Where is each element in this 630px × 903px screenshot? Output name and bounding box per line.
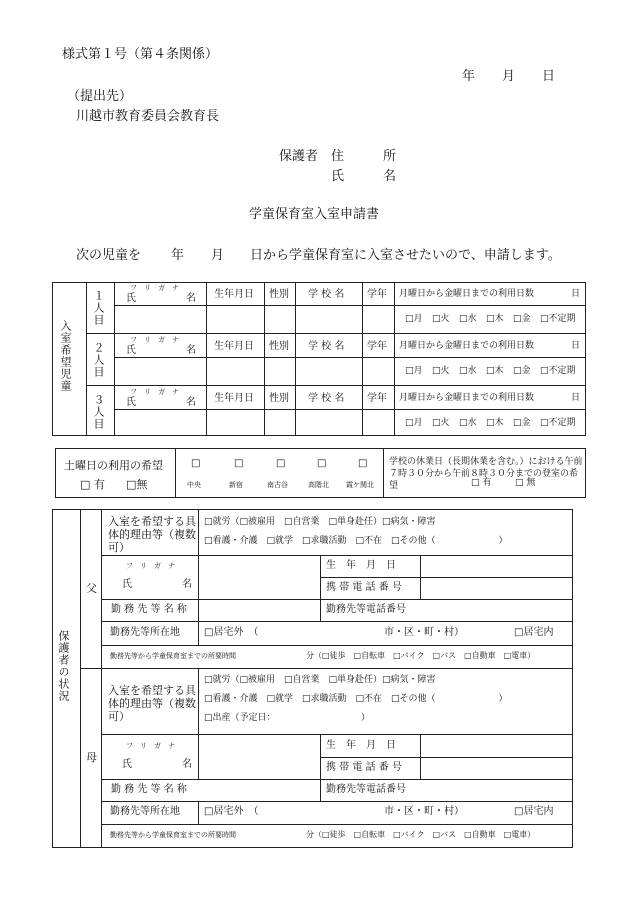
child-2-day-thu[interactable]: □木 xyxy=(486,366,504,376)
child-furigana-label: フ リ ガ ナ xyxy=(130,284,179,292)
page-title: 学童保育室入室申請書 xyxy=(249,207,380,222)
area-label-kasumigasekikita: 霞ケ関北 xyxy=(346,481,374,489)
mother-time-label: 勤務先等から学童保育室までの所要時間 xyxy=(110,831,236,839)
child-grade-label: 学年 xyxy=(367,289,387,300)
child-school-label: 学 校 名 xyxy=(308,289,345,300)
saturday-yes-checkbox[interactable]: □ 有 xyxy=(80,478,105,491)
child-days-unit: 日 xyxy=(571,393,581,403)
child-2-day-irregular[interactable]: □不定期 xyxy=(540,366,576,376)
guardian-label: 保護者 xyxy=(279,149,319,164)
child-sex-label: 性別 xyxy=(269,289,289,300)
holiday-no-checkbox[interactable]: □ 無 xyxy=(515,478,536,488)
mother-reason-options-2[interactable]: □看護・介護 □就学 □求職活動 □不在 □その他（ ） xyxy=(204,694,508,704)
mother-work-address-label: 勤務先等所在地 xyxy=(110,806,180,817)
child-weekday-label: 月曜日から金曜日までの利用日数 xyxy=(399,341,535,351)
child-3-day-tue[interactable]: □火 xyxy=(432,418,450,428)
child-2-day-fri[interactable]: □金 xyxy=(513,366,531,376)
date-year-label: 年 xyxy=(462,69,476,84)
intro-month: 月 xyxy=(211,248,225,263)
area-checkbox-takashinakita[interactable]: □ xyxy=(317,458,327,469)
child-1-day-tue[interactable]: □火 xyxy=(432,314,450,324)
child-3-day-fri[interactable]: □金 xyxy=(513,418,531,428)
child-grade-label: 学年 xyxy=(367,393,387,404)
child-3-day-wed[interactable]: □水 xyxy=(459,418,477,428)
saturday-no-checkbox[interactable]: □無 xyxy=(126,478,148,491)
father-reason-label: 入室を希望する具体的理由等（複数可） xyxy=(108,515,196,554)
intro-year: 年 xyxy=(171,248,185,263)
child-name-label: 氏 名 xyxy=(126,345,196,356)
mother-mobile-label: 携 帯 電 話 番 号 xyxy=(326,762,402,773)
holiday-morning-text: 学校の休業日（長期休業を含む。）における午前７時３０分から午前８時３０分までの登室の希望 xyxy=(389,457,583,491)
area-checkbox-shinjuku[interactable]: □ xyxy=(234,458,244,469)
mother-reason-options-1[interactable]: □就労（□被雇用 □自営業 □単身赴任）□病気・障害 xyxy=(204,675,436,685)
father-reason-options-2[interactable]: □看護・介護 □就学 □求職活動 □不在 □その他（ ） xyxy=(204,536,508,546)
child-2-day-tue[interactable]: □火 xyxy=(432,366,450,376)
submit-to-label: （提出先） xyxy=(67,89,133,104)
child-weekday-label: 月曜日から金曜日までの利用日数 xyxy=(399,289,535,299)
father-name-label: 氏 名 xyxy=(122,579,192,590)
child-3-day-irregular[interactable]: □不定期 xyxy=(540,418,576,428)
child-school-label: 学 校 名 xyxy=(308,393,345,404)
father-mobile-label: 携 帯 電 話 番 号 xyxy=(326,582,402,593)
mother-reason-label: 入室を希望する具体的理由等（複数可） xyxy=(108,684,196,723)
children-side-label: 入室希望児童 xyxy=(59,320,72,392)
child-birth-label: 生年月日 xyxy=(214,341,254,352)
mother-city-label: 市・区・町・村） xyxy=(384,806,464,817)
father-time-options[interactable]: 分（□徒歩 □自転車 □バイク □バス □自動車 □電車） xyxy=(306,651,536,660)
father-outside-home-checkbox[interactable]: □居宅外 （ xyxy=(204,627,259,638)
mother-time-options[interactable]: 分（□徒歩 □自転車 □バイク □バス □自動車 □電車） xyxy=(306,830,536,839)
mother-label: 母 xyxy=(86,751,97,764)
mother-name-label: 氏 名 xyxy=(122,759,192,770)
mother-work-phone-label: 勤務先等電話番号 xyxy=(326,784,406,795)
father-furigana-label: フ リ ガ ナ xyxy=(126,562,175,570)
mother-work-name-label: 勤 務 先 等 名 称 xyxy=(111,784,187,795)
child-furigana-label: フ リ ガ ナ xyxy=(130,336,179,344)
child-days-unit: 日 xyxy=(571,289,581,299)
father-work-phone-label: 勤務先等電話番号 xyxy=(326,604,406,615)
area-label-minamifuruya: 南古谷 xyxy=(267,481,288,489)
child-3-day-mon[interactable]: □月 xyxy=(405,418,423,428)
child-sex-label: 性別 xyxy=(269,393,289,404)
father-birth-label: 生 年 月 日 xyxy=(326,560,396,571)
child-1-day-wed[interactable]: □水 xyxy=(459,314,477,324)
father-time-label: 勤務先等から学童保育室までの所要時間 xyxy=(110,652,236,660)
child-school-label: 学 校 名 xyxy=(308,341,345,352)
child-name-label: 氏 名 xyxy=(126,397,196,408)
guardian-address-label: 住 所 xyxy=(331,149,397,164)
area-checkbox-kasumigasekikita[interactable]: □ xyxy=(358,458,368,469)
child-1-label: １人目 xyxy=(92,290,105,326)
child-3-day-thu[interactable]: □木 xyxy=(486,418,504,428)
mother-inside-home-checkbox[interactable]: □居宅内 xyxy=(514,806,554,817)
area-label-takashinakita: 高階北 xyxy=(308,481,329,489)
child-3-label: ３人目 xyxy=(92,394,105,430)
holiday-yes-checkbox[interactable]: □ 有 xyxy=(471,478,492,488)
child-furigana-label: フ リ ガ ナ xyxy=(130,388,179,396)
guardian-name-label: 氏 名 xyxy=(331,169,397,184)
date-day-label: 日 xyxy=(542,69,556,84)
child-1-day-irregular[interactable]: □不定期 xyxy=(540,314,576,324)
form-number: 様式第１号（第４条関係） xyxy=(62,47,219,62)
child-name-label: 氏 名 xyxy=(126,293,196,304)
recipient: 川越市教育委員会教育長 xyxy=(76,109,220,124)
child-grade-label: 学年 xyxy=(367,341,387,352)
area-label-chuo: 中央 xyxy=(187,481,201,489)
child-2-label: ２人目 xyxy=(92,342,105,378)
saturday-label: 土曜日の利用の希望 xyxy=(64,459,163,472)
intro-lead: 次の児童を xyxy=(76,248,142,263)
child-birth-label: 生年月日 xyxy=(214,289,254,300)
area-checkbox-minamifuruya[interactable]: □ xyxy=(276,458,286,469)
mother-reason-options-3[interactable]: □出産（予定日： ） xyxy=(204,713,371,723)
child-2-day-mon[interactable]: □月 xyxy=(405,366,423,376)
date-month-label: 月 xyxy=(502,69,516,84)
mother-outside-home-checkbox[interactable]: □居宅外 （ xyxy=(204,806,259,817)
father-city-label: 市・区・町・村） xyxy=(384,627,464,638)
child-days-unit: 日 xyxy=(571,341,581,351)
child-2-day-wed[interactable]: □水 xyxy=(459,366,477,376)
area-checkbox-chuo[interactable]: □ xyxy=(191,458,201,469)
child-1-day-mon[interactable]: □月 xyxy=(405,314,423,324)
mother-furigana-label: フ リ ガ ナ xyxy=(126,742,175,750)
mother-birth-label: 生 年 月 日 xyxy=(326,740,396,751)
child-birth-label: 生年月日 xyxy=(214,393,254,404)
child-weekday-label: 月曜日から金曜日までの利用日数 xyxy=(399,393,535,403)
father-reason-options-1[interactable]: □就労（□被雇用 □自営業 □単身赴任）□病気・障害 xyxy=(204,517,436,527)
father-work-address-label: 勤務先等所在地 xyxy=(110,627,180,638)
father-work-name-label: 勤 務 先 等 名 称 xyxy=(111,604,187,615)
child-sex-label: 性別 xyxy=(269,341,289,352)
intro-rest: 日から学童保育室に入室させたいので、申請します。 xyxy=(250,248,561,263)
father-label: 父 xyxy=(86,582,97,595)
child-1-day-thu[interactable]: □木 xyxy=(486,314,504,324)
father-inside-home-checkbox[interactable]: □居宅内 xyxy=(514,627,554,638)
area-label-shinjuku: 新宿 xyxy=(229,481,243,489)
child-1-day-fri[interactable]: □金 xyxy=(513,314,531,324)
guardians-side-label: 保護者の状況 xyxy=(57,630,70,702)
